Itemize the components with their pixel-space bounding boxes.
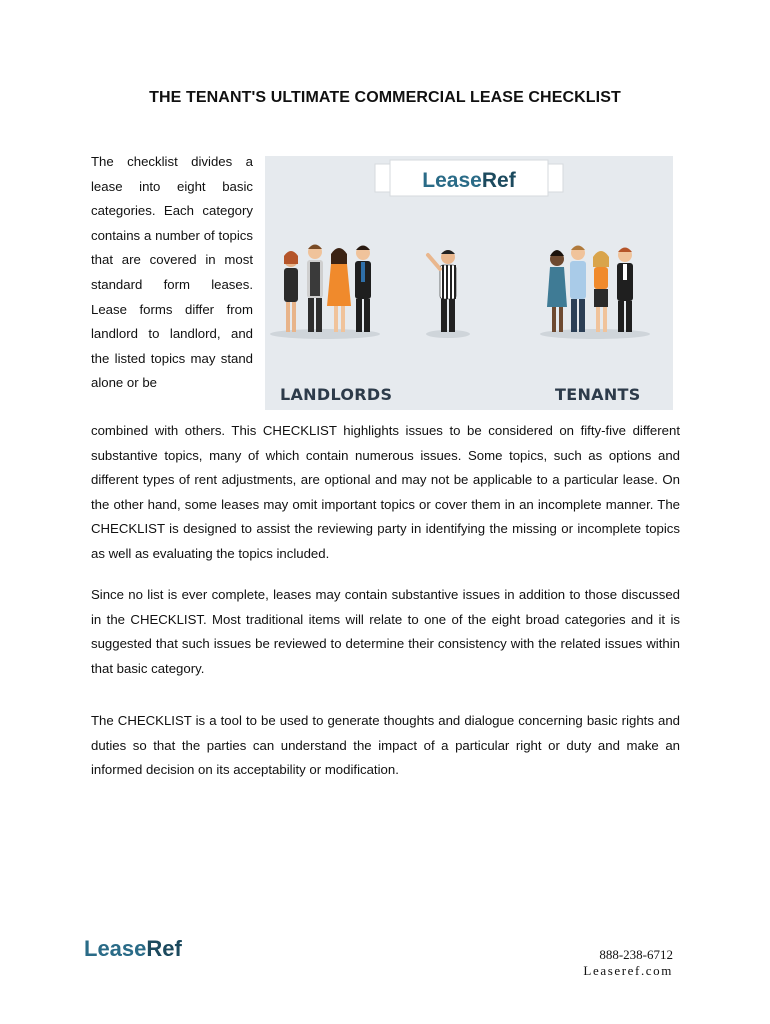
landlords-label: LANDLORDS	[280, 385, 393, 404]
contact-block	[583, 947, 673, 979]
website-text: Leaseref.com	[583, 963, 673, 978]
landlord-figures	[284, 245, 371, 333]
intro-paragraph-continued: combined with others. This CHECKLIST highlights issues to be considered on fifty-five different substantive topics, many of which contain numerous issues. Some topics, such as options and different types of rent adjustments, are optional and may not be applicable to a particular lease. On the other hand, some leases may omit important topics or cover them in an incomplete manner. The CHECKLIST is designed to assist the reviewing party in identifying the missing or incomplete topics as well as evaluating the topics included.	[91, 423, 680, 561]
logo-ref-text: Ref	[481, 169, 516, 192]
illustration-logo	[265, 156, 673, 206]
referee-figure	[428, 250, 456, 332]
phone-number: 888-238-6712	[599, 947, 673, 962]
tenants-label: TENANTS	[555, 385, 641, 404]
paragraph-2: Since no list is ever complete, leases may contain substantive issues in addition to those discussed in the CHECKLIST. Most traditional items will relate to one of the eight broad categories and it is suggested that such issues be reviewed to determine their consistency with the related issues within that basic category.	[91, 587, 680, 676]
paragraph-3: The CHECKLIST is a tool to be used to generate thoughts and dialogue concerning basic rights and duties so that the parties can understand the impact of a particular right or duty and make an informed decision on its acceptability or modification.	[91, 713, 680, 778]
tenant-figures	[547, 246, 633, 333]
footer-logo	[84, 936, 182, 962]
footer-logo-ref-text: Ref	[146, 936, 182, 961]
footer-logo-lease-text: Lease	[84, 936, 147, 961]
landlords-tenants-illustration	[265, 156, 673, 410]
intro-paragraph-wrapped: The checklist divides a lease into eight basic categories. Each category contains a number of topics that are covered in most standard form leases. Lease forms differ from landlord to landlord, and the listed topics may stand alone or be	[91, 154, 253, 391]
logo-lease-text: Lease	[422, 169, 482, 192]
document-title: THE TENANT'S ULTIMATE COMMERCIAL LEASE CHECKLIST	[149, 89, 621, 106]
